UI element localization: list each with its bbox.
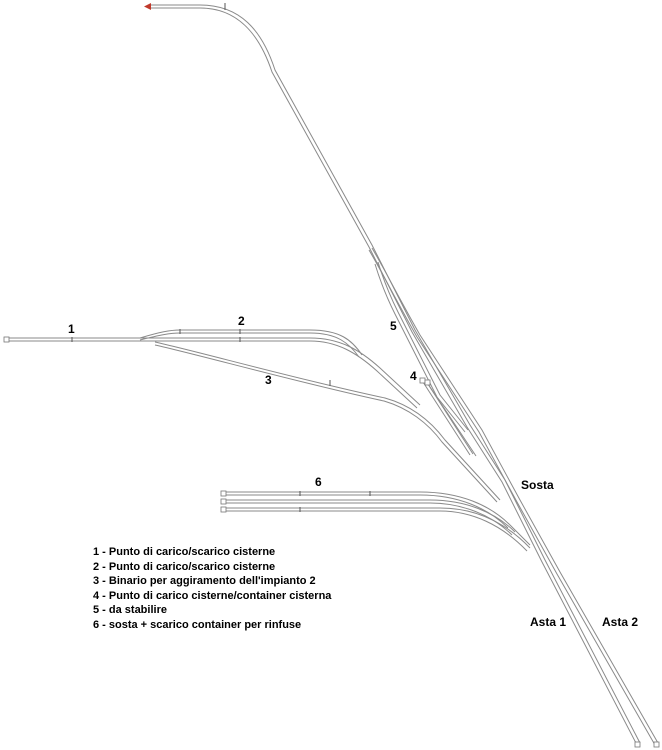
label-track-6: 6 [315, 475, 322, 489]
legend-item: 6 - sosta + scarico container per rinfuse [93, 618, 302, 631]
legend-item: 3 - Binario per aggiramento dell'impianto 2 [93, 575, 316, 588]
legend-item: 4 - Punto di carico cisterne/container cisterna [93, 589, 332, 602]
track-end-arrow-icon [144, 3, 151, 10]
legend-item: 1 - Punto di carico/scarico cisterne [93, 546, 276, 558]
label-asta-1: Asta 1 [530, 615, 567, 629]
label-sosta: Sosta [521, 478, 554, 492]
track-joints [72, 3, 370, 512]
label-asta-2: Asta 2 [602, 615, 639, 629]
legend-item: 5 - da stabilire [93, 604, 167, 617]
label-track-4: 4 [410, 369, 417, 383]
label-track-5: 5 [390, 319, 397, 333]
asta-2-track [369, 248, 658, 745]
track-1 [4, 337, 150, 342]
legend [93, 545, 331, 633]
track-6 [221, 491, 530, 551]
label-track-3: 3 [265, 373, 272, 387]
track-end-stops [635, 742, 659, 747]
label-track-1: 1 [68, 322, 75, 336]
legend-item: 2 - Punto di carico/scarico cisterne [93, 560, 276, 573]
main-line-track [150, 5, 640, 745]
track-4 [420, 378, 476, 456]
label-track-2: 2 [238, 314, 245, 328]
